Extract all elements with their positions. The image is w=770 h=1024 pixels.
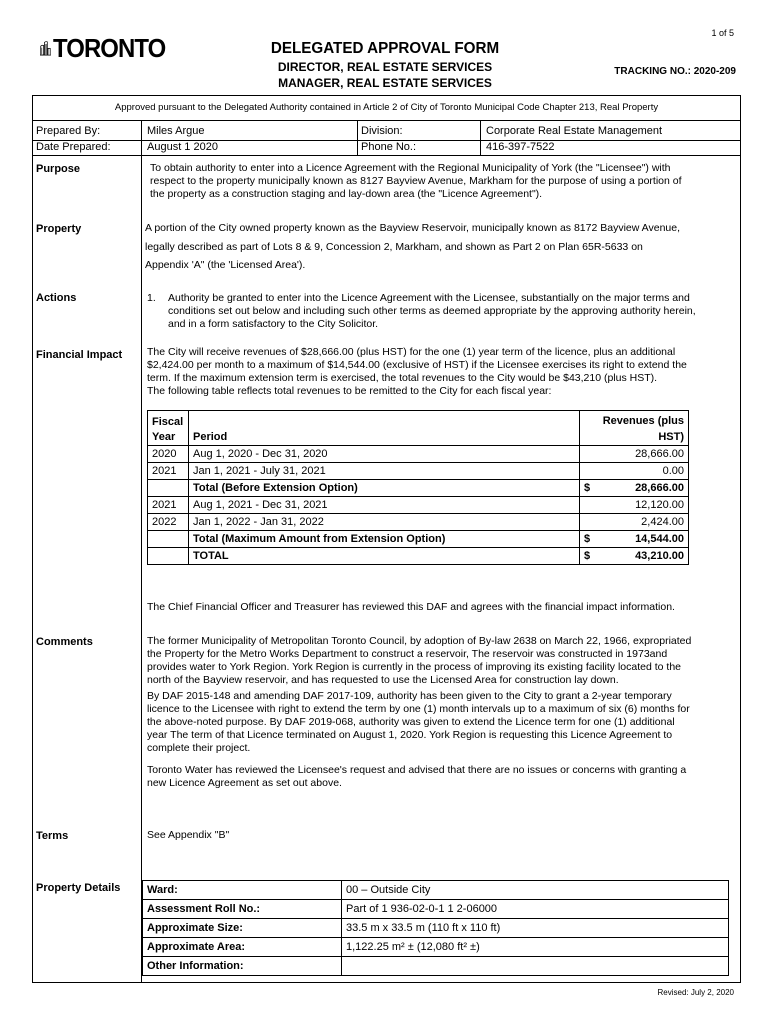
revenue-cell: 0.00 (580, 463, 689, 480)
division-value: Corporate Real Estate Management (486, 125, 663, 137)
total-label-cell: Total (Maximum Amount from Extension Option) (189, 531, 580, 548)
financial-impact-label: Financial Impact (36, 349, 123, 361)
comment-line: the Property for the Metro Works Department to construct a reservoir, The reservoir was constructed in 1973and (147, 648, 668, 660)
ward-value: 00 – Outside City (342, 881, 729, 900)
subtitle-manager: MANAGER, REAL ESTATE SERVICES (278, 76, 492, 90)
prepared-by-value: Miles Argue (147, 125, 205, 137)
comment-line: complete their project. (147, 742, 251, 754)
comment-line: the above-noted purpose. By DAF 2019-068, authority was given to extend the Licence term for one (1) additional (147, 716, 675, 728)
year-cell (148, 480, 189, 497)
period-cell: Aug 1, 2021 - Dec 31, 2021 (189, 497, 580, 514)
approval-authority-text: Approved pursuant to the Delegated Authority contained in Article 2 of City of Toronto Municipal Code Chapter 213, Real Property (114, 102, 659, 113)
comments-label: Comments (36, 636, 93, 648)
action-line: conditions set out below and including such other terms as deemed appropriate by the approving authority herein, (168, 305, 696, 317)
divider (141, 121, 142, 155)
header-fiscal-year: Fiscal Year (148, 411, 189, 446)
period-cell: Jan 1, 2021 - July 31, 2021 (189, 463, 580, 480)
comment-line: year The term of that Licence terminated on August 1, 2020. York Region is requesting this Licence Agreement to (147, 729, 673, 741)
revenue-cell: 12,120.00 (580, 497, 689, 514)
table-row (143, 900, 729, 919)
comment-line: licence to the Licensee with right to extend the term by one (1) month intervals up to a maximum of six (6) months for (147, 703, 690, 715)
property-line: Appendix 'A" (the 'Licensed Area'). (145, 259, 306, 271)
comment-line: north of the Bayview reservoir, and has requested to use the Licensed Area for construction lay down. (147, 674, 619, 686)
comment-line: By DAF 2015-148 and amending DAF 2017-109, authority has been given to the City to grant a 2-year temporary (147, 690, 672, 702)
table-row (148, 497, 689, 514)
ward-label: Ward: (143, 881, 342, 900)
revision-date: Revised: July 2, 2020 (657, 988, 734, 997)
revenue-cell: 28,666.00 (602, 480, 689, 497)
logo-wordmark: TORONTO (52, 32, 166, 63)
action-number: 1. (147, 292, 156, 304)
prepared-by-label: Prepared By: (36, 125, 101, 137)
year-cell (148, 531, 189, 548)
revenue-table (147, 410, 689, 565)
city-logo (40, 26, 175, 70)
financial-line: The City will receive revenues of $28,666.00 (plus HST) for the one (1) year term of the licence, plus an additional (147, 346, 676, 358)
table-row (143, 881, 729, 900)
property-line: legally described as part of Lots 8 & 9, Concession 2, Markham, and shown as Part 2 on Plan 65R-5633 on (145, 241, 643, 253)
division-label: Division: (361, 125, 403, 137)
comment-line: Toronto Water has reviewed the Licensee's request and advised that there are no issues or concerns with granting a (147, 764, 687, 776)
comment-line: The former Municipality of Metropolitan Toronto Council, by adoption of By-law 2638 on March 22, 1966, expropriated (147, 635, 692, 647)
table-row (143, 919, 729, 938)
table-row (143, 957, 729, 976)
year-cell: 2022 (148, 514, 189, 531)
currency-cell: $ (580, 480, 603, 497)
approx-area-value: 1,122.25 m² ± (12,080 ft² ±) (342, 938, 729, 957)
table-row (143, 938, 729, 957)
divider (480, 121, 481, 155)
financial-line: $2,424.00 per month to a maximum of $14,544.00 (exclusive of HST) if the Licensee exercises its right to extend the (147, 359, 687, 371)
revenue-cell: 43,210.00 (602, 548, 689, 565)
purpose-line: respect to the property municipally known as 8127 Bayview Avenue, Markham for the purpose of using a portion of (150, 175, 682, 187)
period-cell: Jan 1, 2022 - Jan 31, 2022 (189, 514, 580, 531)
financial-line: term. If the maximum extension term is exercised, the total revenues to the City would be $43,210 (plus HST). (147, 372, 658, 384)
year-cell: 2021 (148, 497, 189, 514)
label-column-divider (141, 155, 142, 983)
approx-size-value: 33.5 m x 33.5 m (110 ft x 110 ft) (342, 919, 729, 938)
page-number: 1 of 5 (711, 28, 734, 38)
revenue-cell: 14,544.00 (602, 531, 689, 548)
city-hall-icon (40, 27, 51, 69)
year-cell (148, 548, 189, 565)
comment-line: new Licence Agreement as set out above. (147, 777, 342, 789)
assessment-roll-label: Assessment Roll No.: (143, 900, 342, 919)
terms-label: Terms (36, 830, 69, 842)
year-cell: 2020 (148, 446, 189, 463)
action-line: and in a form satisfactory to the City Solicitor. (168, 318, 379, 330)
form-title: DELEGATED APPROVAL FORM (270, 40, 500, 57)
action-line: Authority be granted to enter into the Licence Agreement with the Licensee, substantially on the major terms and (168, 292, 690, 304)
other-info-value (342, 957, 729, 976)
comment-line: provides water to York Region. York Region is currently in the process of improving its existing facility located to the (147, 661, 682, 673)
header-period: Period (189, 411, 580, 446)
assessment-roll-value: Part of 1 936-02-0-1 1 2-06000 (342, 900, 729, 919)
property-line: A portion of the City owned property known as the Bayview Reservoir, municipally known as 8172 Bayview Avenue, (145, 222, 681, 234)
divider (357, 121, 358, 155)
table-row (148, 531, 689, 548)
subtitle-director: DIRECTOR, REAL ESTATE SERVICES (277, 60, 493, 74)
year-cell: 2021 (148, 463, 189, 480)
total-label-cell: Total (Before Extension Option) (189, 480, 580, 497)
property-details-table (142, 880, 729, 976)
table-header-row (148, 411, 689, 446)
date-prepared-label: Date Prepared: (36, 141, 111, 153)
phone-label: Phone No.: (361, 141, 417, 153)
revenue-cell: 28,666.00 (580, 446, 689, 463)
purpose-line: To obtain authority to enter into a Licence Agreement with the Regional Municipality of York (the "Licensee") with (150, 162, 671, 174)
approx-size-label: Approximate Size: (143, 919, 342, 938)
terms-text: See Appendix "B" (147, 829, 230, 841)
table-row (148, 446, 689, 463)
header-revenues: Revenues (plus HST) (580, 411, 689, 446)
phone-value: 416-397-7522 (486, 141, 555, 153)
currency-cell: $ (580, 531, 603, 548)
tracking-number: TRACKING NO.: 2020-209 (614, 66, 736, 77)
revenue-cell: 2,424.00 (580, 514, 689, 531)
purpose-line: the property as a construction staging and lay-down area (the "Licence Agreement"). (150, 188, 543, 200)
currency-cell: $ (580, 548, 603, 565)
date-prepared-value: August 1 2020 (147, 141, 218, 153)
total-label-cell: TOTAL (189, 548, 580, 565)
purpose-label: Purpose (36, 163, 81, 175)
other-info-label: Other Information: (143, 957, 342, 976)
property-details-label: Property Details (36, 882, 121, 894)
table-row (148, 480, 689, 497)
cfo-review-text: The Chief Financial Officer and Treasurer has reviewed this DAF and agrees with the financial impact information. (147, 601, 675, 613)
table-row (148, 463, 689, 480)
table-row (148, 514, 689, 531)
approx-area-label: Approximate Area: (143, 938, 342, 957)
actions-label: Actions (36, 292, 77, 304)
financial-line: The following table reflects total revenues to be remitted to the City for each fiscal year: (147, 385, 552, 397)
period-cell: Aug 1, 2020 - Dec 31, 2020 (189, 446, 580, 463)
table-row (148, 548, 689, 565)
property-label: Property (36, 223, 82, 235)
divider (32, 120, 741, 121)
divider (32, 155, 741, 156)
